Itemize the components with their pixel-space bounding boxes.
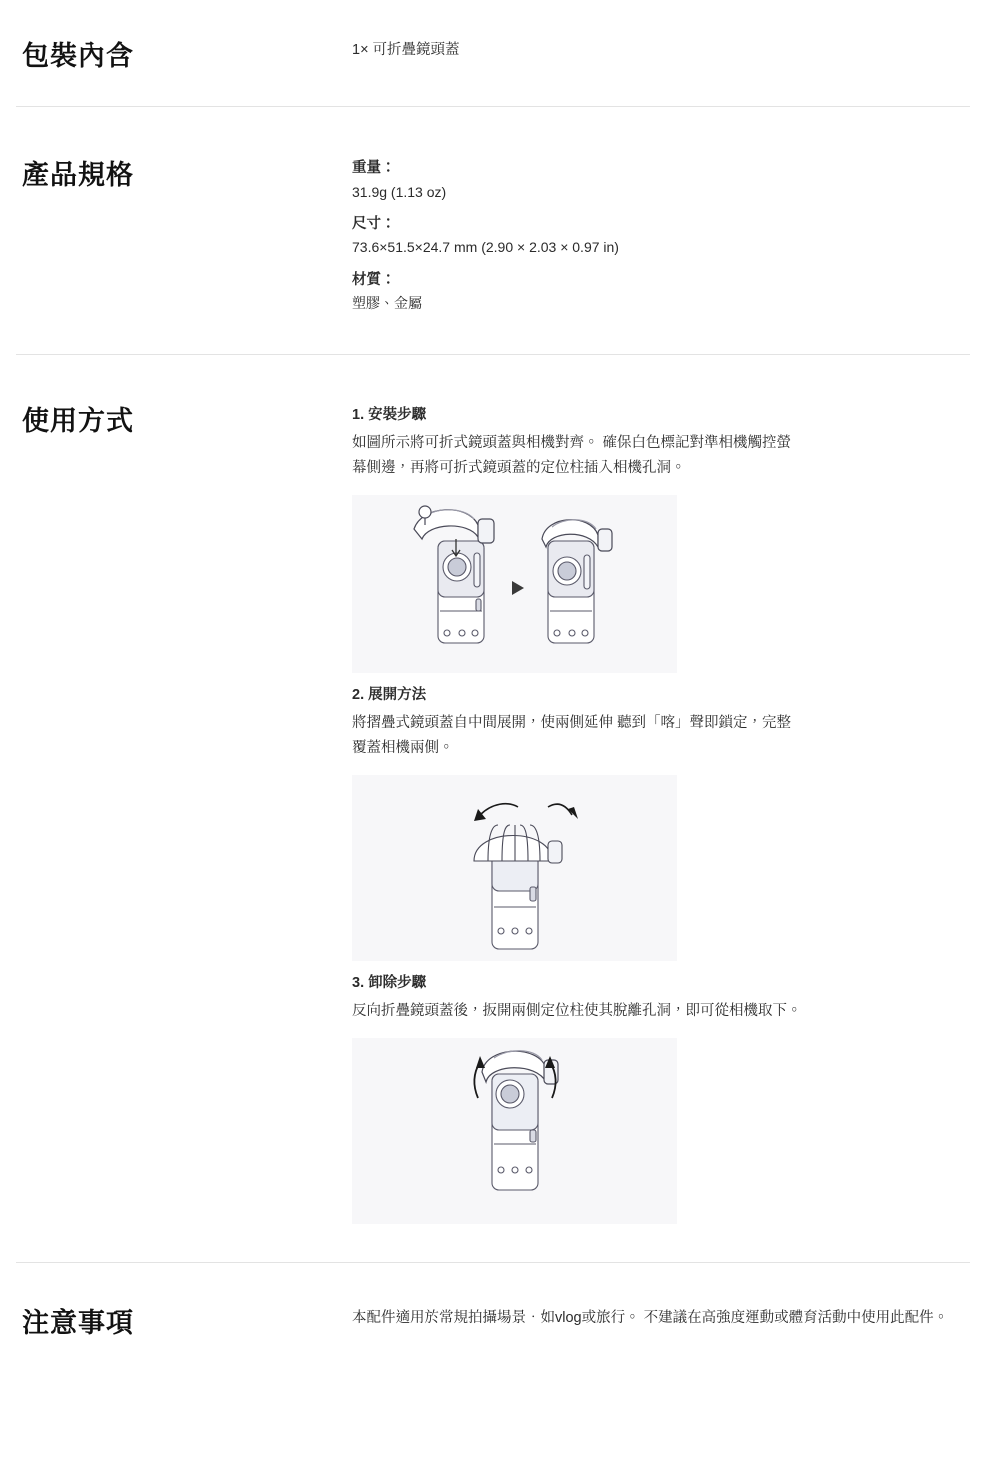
usage-step-heading: 2. 展開方法 xyxy=(352,687,427,704)
section-title-specifications: 產品規格 xyxy=(22,160,134,191)
usage-step-text: 將摺疊式鏡頭蓋自中間展開，使兩側延伸 聽到「喀」聲即鎖定，完整覆蓋相機兩側。 xyxy=(352,714,792,756)
remove-illustration xyxy=(352,1038,677,1224)
section-specifications xyxy=(0,107,986,354)
usage-body xyxy=(352,403,970,1234)
usage-step xyxy=(352,971,970,1224)
usage-step xyxy=(352,683,970,961)
usage-step-text: 反向折疊鏡頭蓋後，扳開兩側定位柱使其脫離孔洞，即可從相機取下。 xyxy=(352,1002,802,1019)
spec-value-dimensions: 73.6×51.5×24.7 mm (2.90 × 2.03 × 0.97 in) xyxy=(352,239,619,256)
section-title-usage: 使用方式 xyxy=(22,406,134,437)
usage-step-heading: 1. 安裝步驟 xyxy=(352,407,427,424)
usage-step-heading: 3. 卸除步驟 xyxy=(352,975,427,992)
spec-label-dimensions: 尺寸： xyxy=(352,215,396,232)
unfold-illustration xyxy=(352,775,677,961)
notice-text: 本配件適用於常規拍攝場景．如vlog或旅行。 不建議在高強度運動或體育活動中使用此配件。 xyxy=(352,1310,949,1327)
section-usage xyxy=(0,355,986,1262)
spec-value-weight: 31.9g (1.13 oz) xyxy=(352,183,447,200)
usage-step-text: 如圖所示將可折式鏡頭蓋與相機對齊。 確保白色標記對準相機觸控螢幕側邊，再將可折式鏡頭蓋的定位柱插入相機孔洞。 xyxy=(352,434,792,476)
section-title-notice: 注意事項 xyxy=(22,1308,134,1339)
usage-step xyxy=(352,403,970,673)
spec-label-material: 材質： xyxy=(352,271,396,288)
section-title-package-contents: 包裝內含 xyxy=(22,41,134,71)
section-notice xyxy=(0,1263,986,1379)
spec-label-weight: 重量： xyxy=(352,160,396,177)
notice-body xyxy=(352,1305,970,1331)
section-package-contents xyxy=(0,0,986,106)
spec-value-material: 塑膠、金屬 xyxy=(352,294,422,311)
install-illustration xyxy=(352,495,677,673)
specifications-body xyxy=(352,157,970,314)
package-contents-body xyxy=(352,38,970,63)
package-content-item: 1× 可折疊鏡頭蓋 xyxy=(352,42,460,58)
